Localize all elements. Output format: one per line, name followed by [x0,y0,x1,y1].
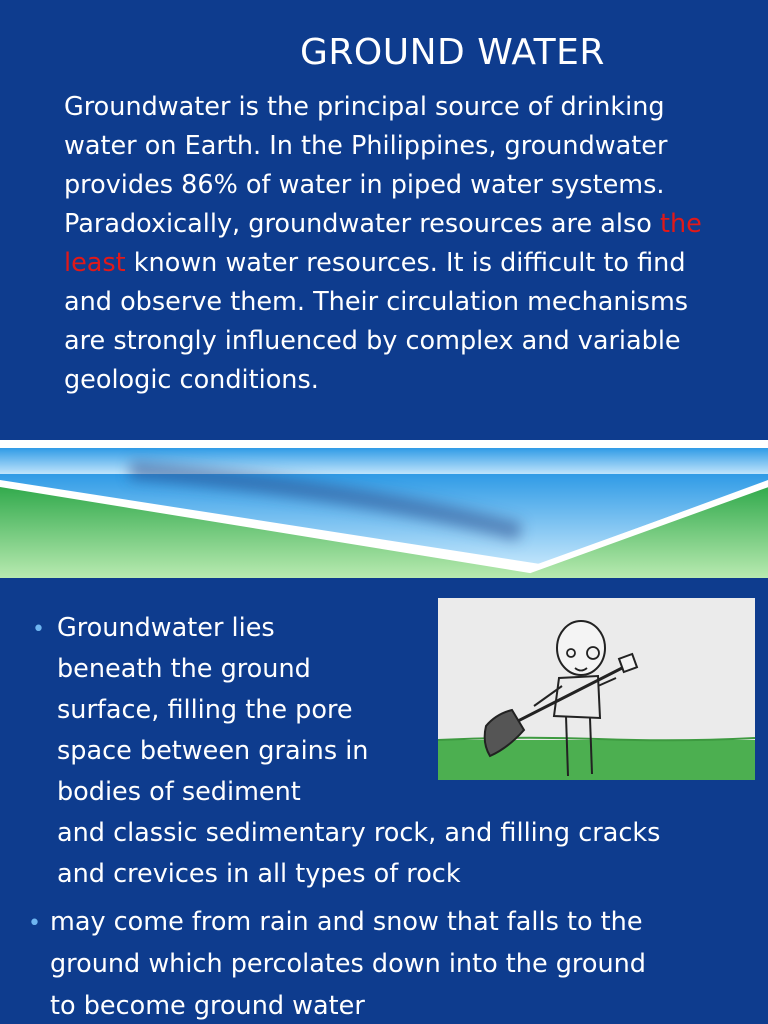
bullet2-line: may come from rain and snow that falls to the [50,907,643,937]
person-digging-illustration [438,598,755,780]
slide-title: GROUND WATER [300,32,605,73]
intro-highlight: the least [64,209,702,278]
bullet2-line: to become ground water [50,991,365,1021]
bullet1-line: beneath the ground [57,654,311,684]
bullet-dot-icon: • [28,911,41,936]
slide-ground-water-intro [0,0,768,440]
bullet-dot-icon: • [32,617,45,642]
bullet1-line: surface, filling the pore [57,695,353,725]
decorative-banner [0,440,768,578]
bullet1-line: space between grains in [57,736,369,766]
intro-paragraph [64,88,724,400]
intro-text-start: Groundwater is the principal source of drinking water on Earth. In the Philippines, groundwater provides 86% of water in piped water systems. Paradoxically, groundwater resources are also [64,92,668,239]
bullet1-line: bodies of sediment [57,777,301,807]
banner-graphic [0,440,768,578]
person-digging-with-shovel-icon [438,598,755,780]
intro-text-end: known water resources. It is difficult to find and observe them. Their circulation mechanisms are strongly influenced by complex and variable geologic conditions. [64,248,689,395]
bullet2-line: ground which percolates down into the ground [50,949,646,979]
bullet1-line: and crevices in all types of rock [57,859,461,889]
bullet1-line: Groundwater lies [57,613,275,643]
bullet1-line: and classic sedimentary rock, and filling cracks [57,818,661,848]
sky-strip [0,448,768,474]
